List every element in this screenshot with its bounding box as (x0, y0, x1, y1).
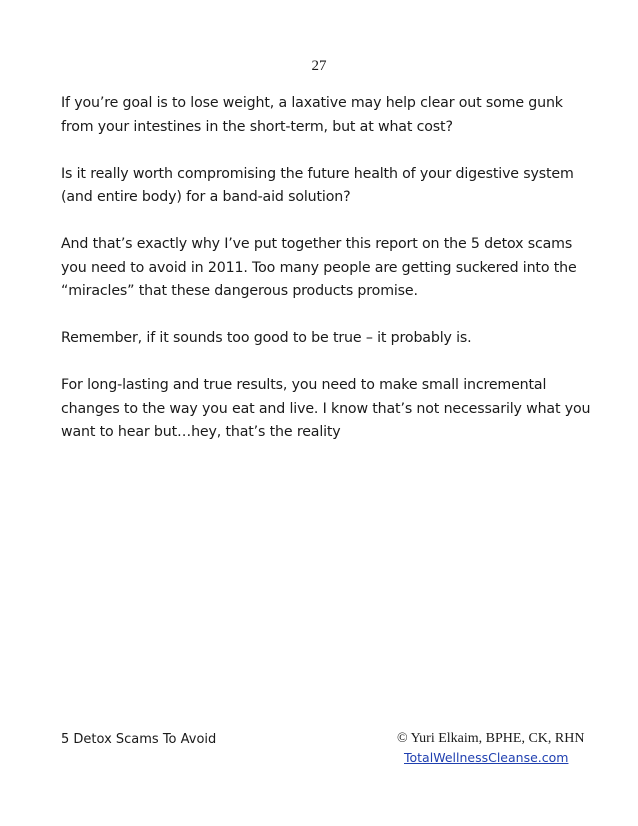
paragraph-1: If you’re goal is to lose weight, a laxative may help clear out some gunk from your intestines in the short-term, but at what cost? (61, 95, 563, 135)
paragraph-4: Remember, if it sounds too good to be true – it probably is. (61, 330, 472, 346)
footer-author: © Yuri Elkaim, BPHE, CK, RHN (397, 731, 585, 746)
page-number: 27 (311, 58, 327, 74)
paragraph-3: And that’s exactly why I’ve put together this report on the 5 detox scams you need to avoid in 2011. Too many people are getting suckered into the “miracles” that these dangerous products promise. (61, 236, 577, 299)
footer-document-title: 5 Detox Scams To Avoid (61, 732, 217, 747)
paragraph-2: Is it really worth compromising the future health of your digestive system (and entire body) for a band-aid solution? (61, 165, 574, 205)
body-text (61, 92, 591, 468)
footer-website-link[interactable]: TotalWellnessCleanse.com (404, 750, 569, 765)
paragraph-5: For long-lasting and true results, you need to make small incremental changes to the way you eat and live. I know that’s not necessarily what you want to hear but…hey, that’s the reality (61, 377, 591, 440)
